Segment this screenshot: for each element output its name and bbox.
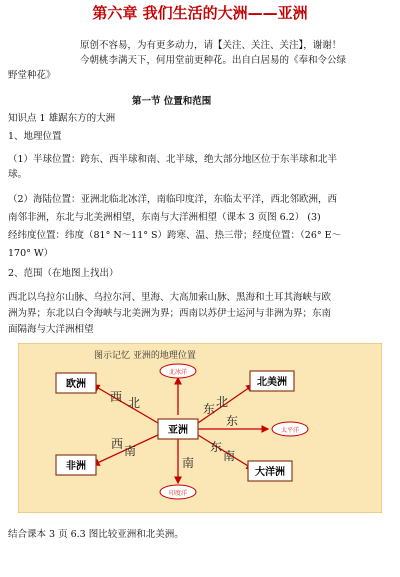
- diagram-background: [18, 343, 382, 513]
- oceania-label: 大洋洲: [255, 467, 285, 478]
- chapter-title: 第六章 我们生活的大洲——亚洲: [92, 4, 308, 22]
- section-title: 第一节 位置和范围: [132, 96, 212, 107]
- diagram-caption: 图示记忆 亚洲的地理位置: [94, 351, 196, 361]
- para2-line1: （2）海陆位置：亚洲北临北冰洋，南临印度洋，东临太平洋，西北邻欧洲，西: [8, 194, 338, 205]
- africa-label: 非洲: [66, 461, 86, 472]
- para1-line2: 球。: [8, 169, 28, 180]
- dir-xi-2: 西: [111, 437, 124, 451]
- dir-bei-1: 北: [128, 396, 141, 410]
- para2-line3: 经纬度位置：纬度（81° N～11° S）跨寒、温、热三带；经度位置：（26° E～: [8, 230, 342, 241]
- knowledge-point-1: 知识点 1 雄踞东方的大洲: [8, 113, 116, 124]
- para3-line1: 西北以乌拉尔山脉、乌拉尔河、里海、大高加索山脉、黑海和土耳其海峡与欧: [8, 292, 332, 303]
- dir-dong-3: 东: [210, 440, 223, 454]
- dir-dong-east: 东: [226, 414, 239, 428]
- para1-line1: （1）半球位置：跨东、西半球和南、北半球，绝大部分地区位于东半球和北半: [8, 154, 338, 165]
- intro-line-3: 野堂种花》: [8, 70, 56, 81]
- para2-line2: 南邻非洲，东北与北美洲相望，东南与大洋洲相望（课本 3 页图 6.2） (3): [8, 212, 321, 223]
- north-america-label: 北美洲: [257, 377, 287, 388]
- indian-ocean-label: 印度洋: [168, 490, 188, 497]
- para3-line2: 洲为界；东北以白令海峡与北美洲为界；西南以苏伊士运河与非洲为界；东南: [8, 308, 332, 319]
- heading-range: 2、范围（在地图上找出）: [8, 268, 119, 279]
- europe-label: 欧洲: [66, 379, 86, 390]
- dir-nan-south: 南: [182, 456, 195, 470]
- intro-line-2: 今朝桃李满天下，何用堂前更种花。出自白居易的《奉和令公绿: [80, 55, 347, 66]
- footer-note: 结合课本 3 页 6.3 图比较亚洲和北美洲。: [8, 529, 184, 540]
- dir-bei-2: 北: [216, 395, 229, 409]
- dir-dong-1: 东: [203, 402, 216, 416]
- arctic-ocean-label: 北冰洋: [168, 369, 188, 376]
- dir-xi-1: 西: [110, 390, 123, 404]
- asia-label: 亚洲: [168, 425, 188, 436]
- pacific-ocean-label: 太平洋: [280, 427, 300, 434]
- dir-nan-1: 南: [124, 444, 137, 458]
- heading-location: 1、地理位置: [8, 131, 62, 142]
- para3-line3: 面隔海与大洋洲相望: [8, 324, 94, 335]
- para2-line4: 170° W）: [8, 248, 54, 259]
- dir-nan-3: 南: [223, 449, 236, 463]
- intro-line-1: 原创不容易，为有更多动力，请【关注、关注、关注】，谢谢！: [80, 40, 342, 51]
- asia-location-diagram: [18, 343, 382, 513]
